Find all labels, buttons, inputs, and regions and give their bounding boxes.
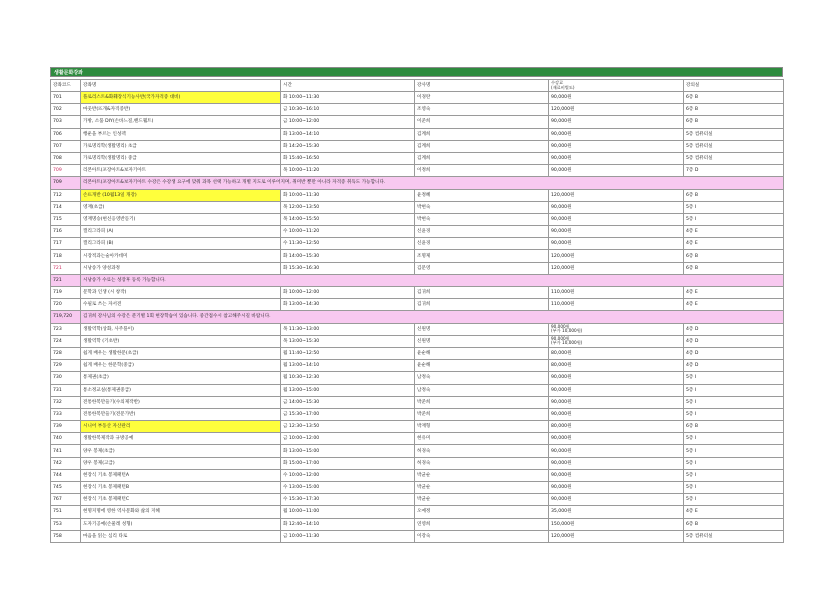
course-code-cell: 732 [51, 396, 81, 408]
time-cell: 화 10:00~12:00 [281, 287, 415, 299]
room-cell: 5층 I [684, 213, 784, 225]
teacher-cell: 신윤경 [415, 226, 549, 238]
time-cell: 금 12:30~13:50 [281, 421, 415, 433]
room-cell: 4층 D [684, 347, 784, 359]
teacher-cell: 신원명 [415, 335, 549, 347]
course-name-cell: 캘리그라피 (A) [81, 226, 281, 238]
course-table [50, 79, 784, 543]
teacher-cell: 이강숙 [415, 530, 549, 542]
room-cell: 5층 I [684, 482, 784, 494]
course-code-cell: 720 [51, 299, 81, 311]
time-cell: 목 14:00~15:50 [281, 213, 415, 225]
room-cell: 6층 B [684, 189, 784, 201]
course-name-cell: 가로명리학(생활명리) 중급 [81, 152, 281, 164]
fee-cell: 90,000원 [549, 396, 684, 408]
fee-cell: 90,000원 [549, 238, 684, 250]
table-row [51, 372, 784, 384]
teacher-cell: 연영희 [415, 518, 549, 530]
course-code-cell: 723 [51, 323, 81, 335]
room-cell: 5층 I [684, 445, 784, 457]
time-cell: 월 11:40~12:50 [281, 347, 415, 359]
room-cell: 5층 I [684, 457, 784, 469]
fee-cell: 120,000원 [549, 530, 684, 542]
note-row [51, 177, 784, 189]
teacher-cell: 이정희 [415, 165, 549, 177]
teacher-cell: 박균순 [415, 482, 549, 494]
teacher-cell: 윤순해 [415, 360, 549, 372]
table-row [51, 201, 784, 213]
time-cell: 목 12:00~13:50 [281, 201, 415, 213]
course-name-cell: 쉽게 배우는 생활한문(초급) [81, 347, 281, 359]
teacher-cell: 윤정혜 [415, 189, 549, 201]
time-cell: 월 13:00~14:10 [281, 360, 415, 372]
course-code-cell: 741 [51, 445, 81, 457]
time-cell: 월 10:30~12:30 [281, 372, 415, 384]
note-cell: 김귀희 강사님의 수강은 분기별 1회 현장학습이 있습니다. 중간접수시 참고해주시길 바랍니다. [81, 311, 784, 323]
course-name-cell: 시낭송가 양성과정 [81, 262, 281, 274]
course-name-cell: 손뜨개반 (10월13일 개강) [81, 189, 281, 201]
time-cell: 월 10:00~11:00 [281, 506, 415, 518]
table-row [51, 226, 784, 238]
fee-value: 90,000원 [551, 336, 570, 342]
table-row [51, 299, 784, 311]
fee-cell: 35,000원 [549, 506, 684, 518]
course-name-cell: 전통한복만들기(수의제작반) [81, 396, 281, 408]
fee-cell: 90,000원 [549, 482, 684, 494]
table-row [51, 335, 784, 347]
room-cell: 5층 I [684, 494, 784, 506]
note-cell: 리본아트(포장아트&보자기아트 수강은 수강생 요구에 맞춰 과목 선택 가능하고 개별 지도로 이루어지며, 취미반 뿐만 아니라 자격증 취득도 가능합니다. [81, 177, 784, 189]
course-name-cell: 현장식 기초 봉제패턴B [81, 482, 281, 494]
room-cell: 5층 컴퓨터실 [684, 530, 784, 542]
teacher-cell: 허경숙 [415, 457, 549, 469]
fee-value: 90,000원 [551, 323, 570, 329]
course-code-cell: 731 [51, 384, 81, 396]
course-name-cell: 문학과 인생 (시 창작) [81, 287, 281, 299]
course-code-cell: 709 [51, 177, 81, 189]
teacher-cell: 남정숙 [415, 372, 549, 384]
course-code-cell: 717 [51, 238, 81, 250]
fee-cell: 90,000원 [549, 140, 684, 152]
header-time: 시간 [281, 80, 415, 92]
course-name-cell: 마음을 읽는 심리 타로 [81, 530, 281, 542]
header-fee-line2: (재료비별도) [551, 84, 575, 90]
fee-cell: 110,000원 [549, 299, 684, 311]
time-cell: 수 10:00~11:20 [281, 226, 415, 238]
fee-cell: 150,000원 [549, 518, 684, 530]
time-cell: 화 15:30~16:30 [281, 262, 415, 274]
table-row [51, 152, 784, 164]
course-name-cell: 전통한복만들기(전문가반) [81, 408, 281, 420]
room-cell: 6층 B [684, 421, 784, 433]
room-cell: 4층 E [684, 287, 784, 299]
table-row [51, 92, 784, 104]
course-code-cell: 712 [51, 189, 81, 201]
course-code-cell: 751 [51, 506, 81, 518]
header-fee [549, 80, 684, 92]
header-name: 강좌명 [81, 80, 281, 92]
teacher-cell: 김문영 [415, 262, 549, 274]
table-row [51, 213, 784, 225]
header-code: 강좌코드 [51, 80, 81, 92]
course-code-cell: 701 [51, 92, 81, 104]
course-code-cell: 742 [51, 457, 81, 469]
table-row [51, 360, 784, 372]
table-row [51, 262, 784, 274]
teacher-cell: 박재형 [415, 421, 549, 433]
fee-cell: 90,000원 [549, 226, 684, 238]
time-cell: 수 10:00~12:00 [281, 469, 415, 481]
course-code-cell: 733 [51, 408, 81, 420]
room-cell: 5층 컴퓨터실 [684, 128, 784, 140]
course-name-cell: 쉽게 배우는 한문학(중급) [81, 360, 281, 372]
sheet-title: 생활문화강좌 [50, 67, 783, 77]
fee-cell: 90,000원 [549, 213, 684, 225]
time-cell: 목 10:00~11:20 [281, 165, 415, 177]
fee-cell: 90,000원 [549, 92, 684, 104]
teacher-cell: 박현숙 [415, 201, 549, 213]
course-code-cell: 721 [51, 262, 81, 274]
course-name-cell: 생활역학(상화, 사주플이) [81, 323, 281, 335]
course-name-cell: 마웃반(뜨개&자격증반) [81, 104, 281, 116]
table-row [51, 396, 784, 408]
teacher-cell: 조명제 [415, 250, 549, 262]
time-cell: 목 13:00~15:30 [281, 335, 415, 347]
teacher-cell: 박균순 [415, 469, 549, 481]
room-cell: 4층 D [684, 335, 784, 347]
room-cell: 5층 I [684, 408, 784, 420]
course-name-cell: 시장적과는술아카데미 [81, 250, 281, 262]
time-cell: 수 13:00~15:00 [281, 482, 415, 494]
room-cell: 7층 D [684, 165, 784, 177]
fee-cell: 90,000원 [549, 372, 684, 384]
teacher-cell: 박현숙 [415, 213, 549, 225]
time-cell: 화 10:00~11:30 [281, 189, 415, 201]
table-row [51, 165, 784, 177]
time-cell: 화 13:00~14:10 [281, 128, 415, 140]
room-cell: 5층 컴퓨터실 [684, 152, 784, 164]
table-row [51, 140, 784, 152]
course-code-cell: 767 [51, 494, 81, 506]
room-cell: 4층 E [684, 226, 784, 238]
fee-cell: 90,000원 [549, 201, 684, 213]
course-code-cell: 702 [51, 104, 81, 116]
course-code-cell: 703 [51, 116, 81, 128]
room-cell: 5층 I [684, 384, 784, 396]
course-name-cell: 통소정교실(통제권중급) [81, 384, 281, 396]
note-row [51, 274, 784, 286]
course-code-cell: 739 [51, 421, 81, 433]
teacher-cell: 허경숙 [415, 445, 549, 457]
teacher-cell: 김귀희 [415, 287, 549, 299]
room-cell: 6층 B [684, 518, 784, 530]
table-row [51, 421, 784, 433]
table-row [51, 433, 784, 445]
time-cell: 금 10:00~12:00 [281, 116, 415, 128]
course-code-cell: 740 [51, 433, 81, 445]
fee-cell: 90,000원 [549, 457, 684, 469]
teacher-cell: 신원명 [415, 323, 549, 335]
table-row [51, 384, 784, 396]
course-code-cell: 706 [51, 128, 81, 140]
fee-cell [549, 335, 684, 347]
course-code-cell: 730 [51, 372, 81, 384]
table-row [51, 445, 784, 457]
course-name-cell: 현명지명에 영한 역사문화와 삶의 지혜 [81, 506, 281, 518]
teacher-cell: 현유미 [415, 433, 549, 445]
course-code-cell: 716 [51, 226, 81, 238]
fee-cell: 90,000원 [549, 469, 684, 481]
course-code-cell: 719,720 [51, 311, 81, 323]
course-code-cell: 708 [51, 152, 81, 164]
fee-cell: 80,000원 [549, 347, 684, 359]
table-row [51, 116, 784, 128]
course-name-cell: 가로명리학(생활명리) 초급 [81, 140, 281, 152]
fee-cell: 90,000원 [549, 165, 684, 177]
time-cell: 화 13:00~14:30 [281, 299, 415, 311]
room-cell: 6층 B [684, 262, 784, 274]
fee-cell: 120,000원 [549, 250, 684, 262]
header-row [51, 80, 784, 92]
room-cell: 4층 E [684, 238, 784, 250]
fee-cell: 90,000원 [549, 152, 684, 164]
fee-cell: 90,000원 [549, 384, 684, 396]
teacher-cell: 박준희 [415, 408, 549, 420]
course-name-cell: 영재(초급) [81, 201, 281, 213]
course-name-cell: 수필로 쓰는 자서전 [81, 299, 281, 311]
room-cell: 4층 D [684, 323, 784, 335]
fee-cell: 120,000원 [549, 189, 684, 201]
time-cell: 화 14:00~15:30 [281, 250, 415, 262]
time-cell: 화 14:20~15:30 [281, 140, 415, 152]
time-cell: 금 14:00~15:30 [281, 396, 415, 408]
room-cell: 5층 컴퓨터실 [684, 140, 784, 152]
course-name-cell: 현장식 기초 봉제패턴C [81, 494, 281, 506]
table-row [51, 469, 784, 481]
table-row [51, 530, 784, 542]
note-cell: 시낭송가 수료는 성장후 등록 가능합니다. [81, 274, 784, 286]
fee-cell: 120,000원 [549, 262, 684, 274]
teacher-cell: 신윤경 [415, 238, 549, 250]
room-cell: 6층 B [684, 92, 784, 104]
header-fee-line1: 수강료 [551, 80, 564, 86]
room-cell: 4층 D [684, 360, 784, 372]
room-cell: 5층 I [684, 469, 784, 481]
teacher-cell: 김계희 [415, 140, 549, 152]
teacher-cell: 이경란 [415, 92, 549, 104]
fee-cell: 80,000원 [549, 421, 684, 433]
fee-cell: 90,000원 [549, 494, 684, 506]
fee-cell: 80,000원 [549, 360, 684, 372]
room-cell: 6층 B [684, 116, 784, 128]
room-cell: 5층 I [684, 372, 784, 384]
teacher-cell: 김귀희 [415, 299, 549, 311]
course-code-cell: 707 [51, 140, 81, 152]
time-cell: 금 15:30~17:00 [281, 408, 415, 420]
time-cell: 월 13:00~15:00 [281, 384, 415, 396]
note-row [51, 311, 784, 323]
fee-cell: 90,000원 [549, 116, 684, 128]
course-code-cell: 709 [51, 165, 81, 177]
course-name-cell: 시니어 부동산 자산관리 [81, 421, 281, 433]
course-name-cell: 양우 봉제(고급) [81, 457, 281, 469]
time-cell: 목 11:30~13:00 [281, 323, 415, 335]
course-name-cell: 가방, 소품 DIY(손바느질,핸드웰트) [81, 116, 281, 128]
course-name-cell: 통제권(초급) [81, 372, 281, 384]
fee-cell [549, 323, 684, 335]
course-name-cell: 영재명승(현신응영반돋기) [81, 213, 281, 225]
time-cell: 화 13:00~15:00 [281, 445, 415, 457]
teacher-cell: 박준희 [415, 396, 549, 408]
course-code-cell: 715 [51, 213, 81, 225]
course-code-cell: 745 [51, 482, 81, 494]
header-teacher: 강사명 [415, 80, 549, 92]
time-cell: 금 10:00~11:30 [281, 530, 415, 542]
table-row [51, 189, 784, 201]
spreadsheet [50, 67, 783, 543]
table-row [51, 238, 784, 250]
course-name-cell: 플로리스트&화훼장식기능사반(국가자격증 대비) [81, 92, 281, 104]
room-cell: 6층 B [684, 250, 784, 262]
table-row [51, 518, 784, 530]
time-cell: 수 15:30~17:30 [281, 494, 415, 506]
table-row [51, 347, 784, 359]
room-cell: 4층 E [684, 299, 784, 311]
course-code-cell: 758 [51, 530, 81, 542]
teacher-cell: 윤순해 [415, 347, 549, 359]
fee-extra: (부가 10,000원) [551, 340, 583, 346]
table-row [51, 323, 784, 335]
table-row [51, 506, 784, 518]
table-row [51, 104, 784, 116]
table-row [51, 128, 784, 140]
teacher-cell: 오예정 [415, 506, 549, 518]
teacher-cell: 김계희 [415, 152, 549, 164]
course-code-cell: 729 [51, 360, 81, 372]
course-name-cell: 캘리그라피 (B) [81, 238, 281, 250]
course-name-cell: 생활한복제작과 규방공예 [81, 433, 281, 445]
teacher-cell: 이준희 [415, 116, 549, 128]
room-cell: 5층 I [684, 433, 784, 445]
course-name-cell: 리본아트(포장아트&보자기아트 [81, 165, 281, 177]
course-name-cell: 현장식 기초 봉제패턴A [81, 469, 281, 481]
course-code-cell: 744 [51, 469, 81, 481]
time-cell: 수 11:30~12:50 [281, 238, 415, 250]
time-cell: 화 10:00~11:30 [281, 92, 415, 104]
table-body [51, 92, 784, 543]
course-code-cell: 724 [51, 335, 81, 347]
time-cell: 금 10:30~16:10 [281, 104, 415, 116]
teacher-cell: 김계희 [415, 128, 549, 140]
table-row [51, 457, 784, 469]
room-cell: 5층 I [684, 201, 784, 213]
course-code-cell: 721 [51, 274, 81, 286]
table-row [51, 408, 784, 420]
teacher-cell: 남정숙 [415, 384, 549, 396]
course-name-cell: 양우 봉제(초급) [81, 445, 281, 457]
table-row [51, 287, 784, 299]
teacher-cell: 조영숙 [415, 104, 549, 116]
course-name-cell: 생활역학 (기초반) [81, 335, 281, 347]
table-row [51, 482, 784, 494]
fee-cell: 110,000원 [549, 287, 684, 299]
time-cell: 화 12:40~14:10 [281, 518, 415, 530]
time-cell: 화 15:40~16:50 [281, 152, 415, 164]
fee-cell: 120,000원 [549, 104, 684, 116]
room-cell: 5층 I [684, 396, 784, 408]
course-code-cell: 728 [51, 347, 81, 359]
course-code-cell: 753 [51, 518, 81, 530]
course-code-cell: 714 [51, 201, 81, 213]
time-cell: 화 15:00~17:00 [281, 457, 415, 469]
room-cell: 4층 E [684, 506, 784, 518]
course-name-cell: 행운을 부르는 인성펙 [81, 128, 281, 140]
fee-cell: 90,000원 [549, 445, 684, 457]
fee-extra: (부가 10,000원) [551, 328, 583, 334]
table-row [51, 250, 784, 262]
fee-cell: 90,000원 [549, 408, 684, 420]
fee-cell: 90,000원 [549, 433, 684, 445]
course-code-cell: 719 [51, 287, 81, 299]
time-cell: 금 10:00~12:00 [281, 433, 415, 445]
fee-cell: 90,000원 [549, 128, 684, 140]
course-name-cell: 도자기공예(손물레 성형) [81, 518, 281, 530]
teacher-cell: 박균순 [415, 494, 549, 506]
room-cell: 6층 B [684, 104, 784, 116]
course-code-cell: 718 [51, 250, 81, 262]
table-row [51, 494, 784, 506]
header-room: 강의실 [684, 80, 784, 92]
